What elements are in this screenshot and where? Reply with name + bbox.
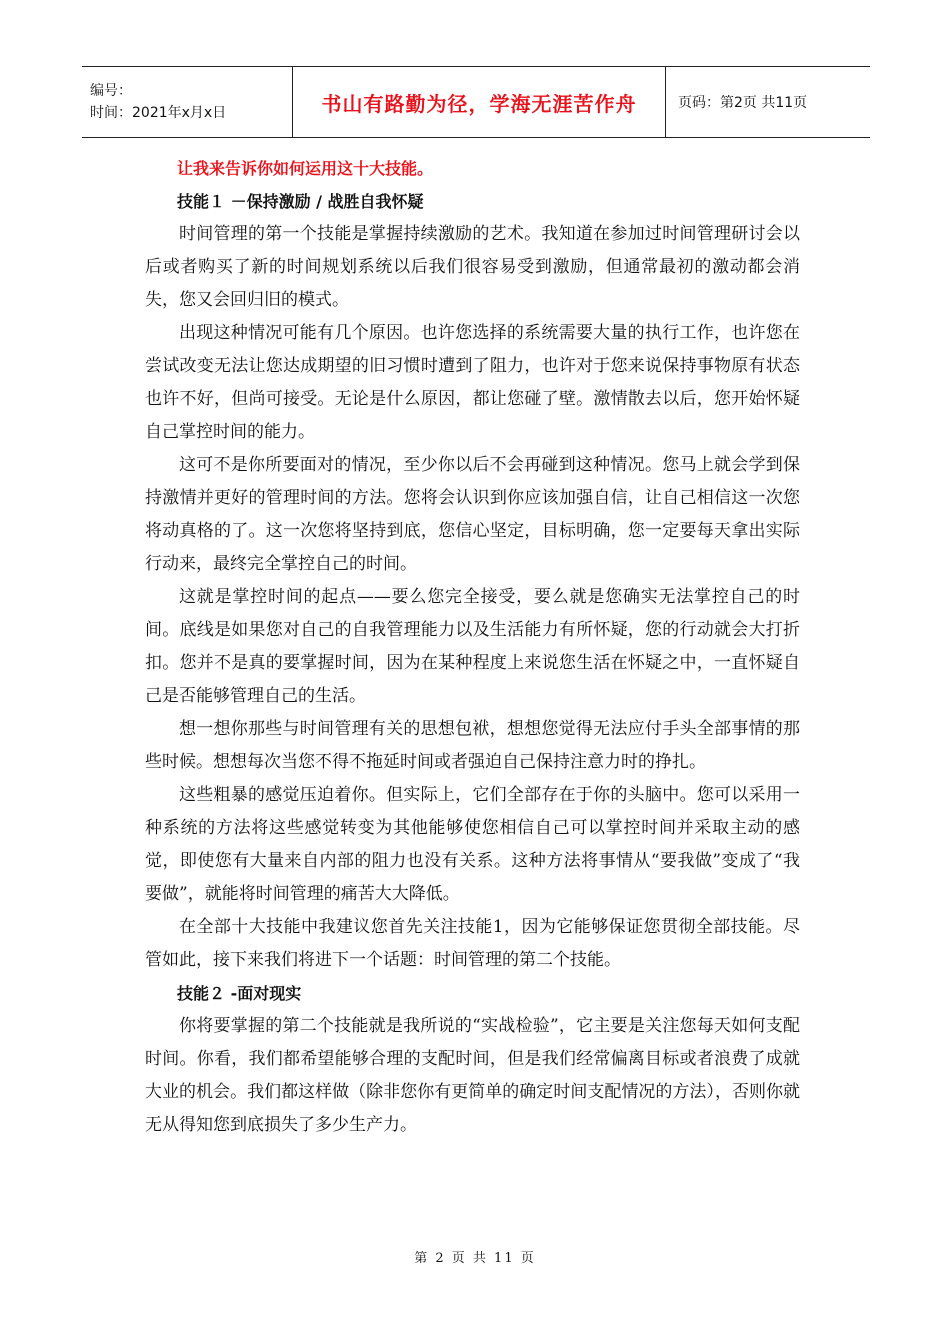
skill2-heading: 技能２ -面对现实 bbox=[177, 984, 302, 1003]
page-footer: 第 2 页 共 11 页 bbox=[414, 1251, 536, 1266]
paragraph: 在全部十大技能中我建议您首先关注技能1，因为它能够保证您贯彻全部技能。尽管如此，接下来我们将进下一个话题：时间管理的第二个技能。 bbox=[145, 917, 800, 970]
header-page-info: 页码：第2页 共11页 bbox=[678, 95, 808, 111]
page-header bbox=[82, 66, 870, 138]
paragraph: 这可不是你所要面对的情况，至少你以后不会再碰到这种情况。您马上就会学到保持激情并更好的管理时间的方法。您将会认识到你应该加强自信，让自己相信这一次您将动真格的了。这一次您将坚持到底，您信心坚定，目标明确，您一定要每天拿出实际行动来，最终完全掌控自己的时间。 bbox=[145, 455, 800, 574]
paragraph: 出现这种情况可能有几个原因。也许您选择的系统需要大量的执行工作，也许您在尝试改变无法让您达成期望的旧习惯时遭到了阻力，也许对于您来说保持事物原有状态也许不好，但尚可接受。无论是什么原因，都让您碰了壁。激情散去以后，您开始怀疑自己掌控时间的能力。 bbox=[145, 323, 800, 442]
intro-heading: 让我来告诉你如何运用这十大技能。 bbox=[177, 159, 434, 178]
paragraph: 这些粗暴的感觉压迫着你。但实际上，它们全部存在于你的头脑中。您可以采用一种系统的方法将这些感觉转变为其他能够使您相信自己可以掌控时间并采取主动的感觉，即使您有大量来自内部的阻力也没有关系。这种方法将事情从“要我做”变成了“我要做”，就能将时间管理的痛苦大大降低。 bbox=[145, 785, 800, 904]
skill1-heading: 技能１ －保持激励 / 战胜自我怀疑 bbox=[177, 192, 424, 211]
paragraph: 你将要掌握的第二个技能就是我所说的“实战检验”，它主要是关注您每天如何支配时间。你看，我们都希望能够合理的支配时间，但是我们经常偏离目标或者浪费了成就大业的机会。我们都这样做（除非您你有更简单的确定时间支配情况的方法），否则你就无从得知您到底损失了多少生产力。 bbox=[145, 1016, 800, 1135]
header-meta bbox=[82, 67, 293, 137]
document-body bbox=[145, 152, 800, 1142]
header-motto: 书山有路勤为径，学海无涯苦作舟 bbox=[293, 67, 666, 137]
paragraph: 这就是掌控时间的起点——要么您完全接受，要么就是您确实无法掌控自己的时间。底线是如果您对自己的自我管理能力以及生活能力有所怀疑，您的行动就会大打折扣。您并不是真的要掌握时间，因为在某种程度上来说您生活在怀疑之中，一直怀疑自己是否能够管理自己的生活。 bbox=[145, 587, 800, 706]
number-label: 编号： bbox=[90, 83, 132, 99]
paragraph: 想一想你那些与时间管理有关的思想包袱，想想您觉得无法应付手头全部事情的那些时候。想想每次当您不得不拖延时间或者强迫自己保持注意力时的挣扎。 bbox=[145, 719, 800, 772]
date-label: 时间：2021年x月x日 bbox=[90, 105, 227, 121]
paragraph: 时间管理的第一个技能是掌握持续激励的艺术。我知道在参加过时间管理研讨会以后或者购买了新的时间规划系统以后我们很容易受到激励，但通常最初的激动都会消失，您又会回归旧的模式。 bbox=[145, 224, 800, 310]
